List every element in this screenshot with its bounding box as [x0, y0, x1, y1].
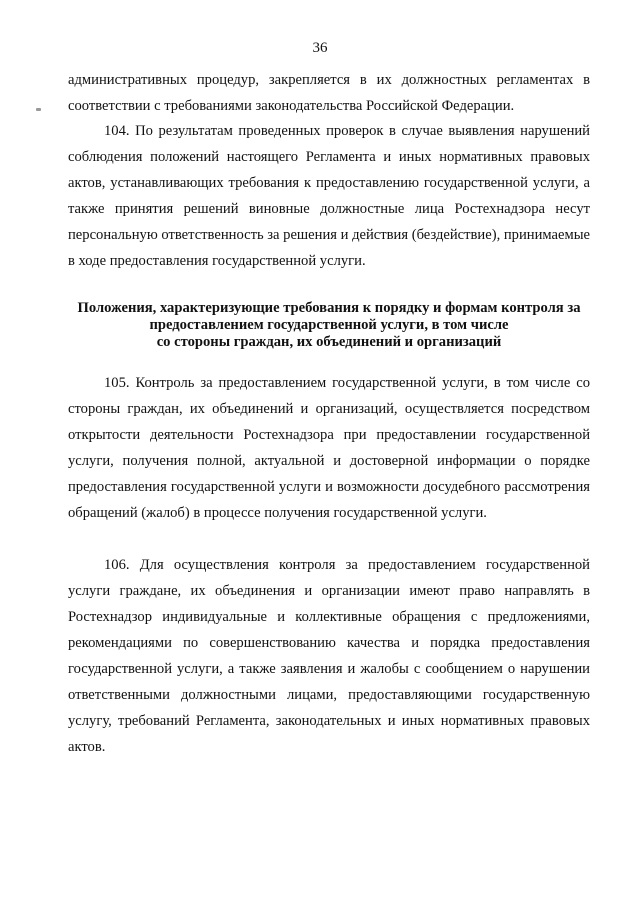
paragraph-104: 104. По результатам проведенных проверок в случае выявления нарушений соблюдения положений настоящего Регламента и иных нормативных правовых актов, устанавливающих требования к предоставлению государственной услуги, а также принятия решений виновные должностные лица Ростехнадзора несут персональную ответственность за решения и действия (бездействие), принимаемые в ходе предоставления государственной услуги.	[68, 123, 591, 269]
continuation-paragraph: административных процедур, закрепляется в их должностных регламентах в соответствии с требованиями законодательства Российской Федерации.	[68, 72, 590, 114]
section-heading	[62, 300, 596, 351]
paragraph-106: 106. Для осуществления контроля за предоставлением государственной услуги граждане, их объединения и организации имеют право направлять в Ростехнадзор индивидуальные и коллективные обращения с предложениями, рекомендациями по совершенствованию качества и порядка предоставления государственной услуги, а также заявления и жалобы с сообщением о нарушении ответственными должностными лицами, предоставляющими государственную услугу, требований Регламента, законодательных и иных нормативных правовых актов.	[68, 557, 590, 755]
section-heading-line-3: со стороны граждан, их объединений и организаций	[156, 334, 502, 350]
margin-mark	[36, 108, 41, 111]
section-heading-line-1: Положения, характеризующие требования к порядку и формам контроля за	[77, 300, 581, 316]
section-heading-line-2: предоставлением государственной услуги, в том числе	[149, 317, 509, 333]
paragraph-105: 105. Контроль за предоставлением государственной услуги, в том числе со стороны граждан, их объединений и организаций, осуществляется посредством открытости деятельности Ростехнадзора при предоставлении государственной услуги, получения полной, актуальной и достоверной информации о порядке предоставления государственной услуги и возможности досудебного рассмотрения обращений (жалоб) в процессе получения государственной услуги.	[68, 375, 590, 521]
page-number: 36	[312, 40, 328, 56]
